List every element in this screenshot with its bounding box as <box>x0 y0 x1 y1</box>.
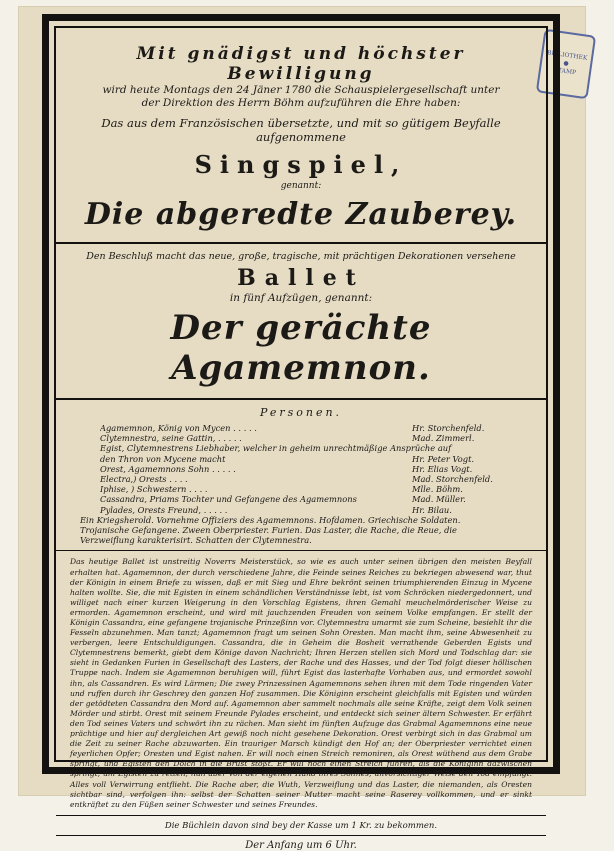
cast-row <box>100 433 536 443</box>
divider <box>56 835 546 836</box>
cast-actor: Hr. Storchenfeld. <box>412 423 485 433</box>
cast-role: Iphise, ) Schwestern . . . . <box>100 484 208 495</box>
cast-role: den Thron von Mycene macht <box>100 453 226 464</box>
cast-actor: Hr. Peter Vogt. <box>412 453 475 464</box>
genannt-label: genannt: <box>280 181 322 191</box>
cast-role: Cassandra, Priams Tochter und Gefangene des Agamemnons <box>100 494 357 505</box>
cast-row <box>100 454 536 464</box>
genre-ballet: Ballet <box>237 265 365 291</box>
divider <box>56 550 546 551</box>
cast-actor: Hr. Bilau. <box>412 504 452 515</box>
cast-actor: Mlle. Böhm. <box>412 484 463 495</box>
cast-actor: Mad. Storchenfeld. <box>412 474 493 485</box>
playbill-content <box>54 26 548 851</box>
cast-role: Electra,) Orests . . . . <box>100 474 188 485</box>
cast-role: Egist, Clytemnestrens Liebhaber, welcher in geheim unrechtmäßige Ansprüche auf <box>100 443 452 454</box>
opera-title: Die abgeredte Zauberey. <box>84 197 518 232</box>
acts-line: in fünf Aufzügen, genannt: <box>229 292 373 304</box>
ballet-intro: Den Beschluß macht das neue, große, tragische, mit prächtigen Dekorationen versehene <box>86 251 516 262</box>
cast-row <box>100 443 536 453</box>
cast-list <box>80 423 536 546</box>
announcement-line: wird heute Montags den 24 Jäner 1780 die Schauspielergesellschaft unter <box>102 84 500 96</box>
permission-heading: Mit gnädigst und höchster Bewilligung <box>136 44 466 84</box>
ballet-title: Der gerächte Agamemnon. <box>170 308 432 388</box>
translation-line: Das aus dem Französischen übersetzte, und mit so gütigem Beyfalle aufgenommene <box>101 116 501 144</box>
cast-row <box>100 464 536 474</box>
start-time: Der Anfang um 6 Uhr. <box>245 839 357 851</box>
divider <box>56 242 546 244</box>
booklet-note: Die Büchlein davon sind bey der Kasse um 1 Kr. zu bekommen. <box>164 820 438 831</box>
cast-row <box>100 474 536 484</box>
library-stamp: BIBLIOTHEK ● STAMP <box>536 29 596 100</box>
cast-row <box>100 484 536 494</box>
cast-actor: Mad. Müller. <box>412 494 466 505</box>
cast-row <box>100 423 536 433</box>
divider <box>56 815 546 816</box>
genre-singspiel: Singspiel, <box>194 150 408 179</box>
cast-actor: Hr. Elias Vogt. <box>412 463 473 474</box>
direction-line: der Direktion des Herrn Böhm aufzuführen die Ehre haben: <box>141 97 461 109</box>
cast-actor: Mad. Zimmerl. <box>412 433 475 444</box>
cast-row <box>100 494 536 504</box>
synopsis-text: Das heutige Ballet ist unstreitig Noverrs Meisterstück, so wie es auch unter seinen übrigen den meisten Beyfall erhalten hat. Agamemnon, der durch verschiedene Jahre, die Feinde seines Reiches zu bekriegen abwesend war, thut der Königin in einem Briefe zu wissen, daß er mit Sieg und Ehre bekrönt seinen triumphierenden Einzug in Mycene halten wollte. Sie, die mit Egisten in einem schändlichen Verständnisse lebt, ist vom Schröcken niedergedonnert, und williget nach einer kurzen Weigerung in den Vorschlag Egistens, ihren Gemahl meuchelmörderischer Weise zu ermorden. Agamemnon erscheint, und wird mit jauchzenden Freuden von seinem Volke empfangen. Er stellt der Königin Cassandra, eine gefangene trojanische Prinzeßinn vor. Clytemnestra umarmt sie zum Scheine, besiehlt ihr die Fesseln abzunehmen. Man tanzt; Agamemnon fragt um seinen Sohn Oresten. Man macht ihm, seine Abwesenheit zu verbergen, leere Entschuldigungen. Cassandra, die in Geheim die Bosheit verrathende Geberden Egists und Clytemnestrens bemerkt, giebt dem Könige davon Nachricht; Ihren Herzen stellen sich Mord und Todschlag dar: sie sieht in Gedanken Furien in Gesellschaft des Lasters, der Rache und des Hasses, und der Tod folgt dieser höllischen Truppe nach. Indem sie Agamemnon beruhigen will, führt Egist das lasterhafte Vorhaben aus, und ermordet sowohl ihn, als Cassandren. Es wird Lärmen; Die zwey Prinzessinen Agamemnons sehen ihren mit dem Tode ringenden Vater und ruffen durch ihr Geschrey den ganzen Hof zusammen. Die Königinn erscheint gleichfalls mit Egisten und würden der getödteten Cassandra den Mord auf. Agamemnon aber sammelt nochmals alle seine Kräfte, zeigt dem Volk seinen Mörder und stirbt. Orest mit seinem Freunde Pylades erscheint, und entdeckt sich seiner ältern Schwester. Er erfährt den Tod seines Vaters und schwört ihn zu rächen. Man sieht im fünften Aufzuge das Grabmal Agamemnons eine neue prächtige und hier auf dergleichen Art gewiß noch nicht gesehene Dekoration. Orest verbirgt sich in das Grabmal um die Zeit zu seiner Rache abzuwarten. Ein trauriger Marsch kündigt den Hof an; der Oberpriester verrichtet einen feyerlichen Opfer; Oresten und Egist nahen. Er will noch einen Streich remoniren, als Orest wüthend aus dem Grabe springt, und Egisten den Dolch in die Brust stößt. Er will noch einen Streich führen, als die Königinn dazwischen springt, um Egisten zu retten, nun aber von der eigenen Hand ihres Sohnes, unvorsichtiger Weise den Tod empfängt. Alles voll Verwirrung entflieht. Die Rache aber, die Wuth, Verzweiflung und das Laster, die niemanden, als Oresten sichtbar sind, verfolgen ihn: selbst der Schatten seiner Mutter macht seine Raserey vollkommen, und er sinkt entkräftet zu den Füßen seiner Schwester und seines Freundes. <box>70 557 532 809</box>
cast-role: Pylades, Orests Freund, . . . . . <box>100 504 228 515</box>
cast-row <box>100 505 536 515</box>
cast-extras: Ein Kriegsherold. Vornehme Offiziers des Agamemnons. Hofdamen. Griechische Soldaten. Trojanische Gefangene. Zween Oberpriester. Furien. Das Laster, die Rache, die Reue, die Verzweiflung karakterisirt. Schatten der Clytemnestra. <box>80 514 461 546</box>
cast-heading: Personen. <box>259 406 343 419</box>
divider <box>56 398 546 400</box>
cast-role: Clytemnestra, seine Gattin, . . . . . <box>100 433 242 444</box>
cast-role: Orest, Agamemnons Sohn . . . . . <box>100 463 236 474</box>
cast-role: Agamemnon, König von Mycen . . . . . <box>100 423 257 433</box>
